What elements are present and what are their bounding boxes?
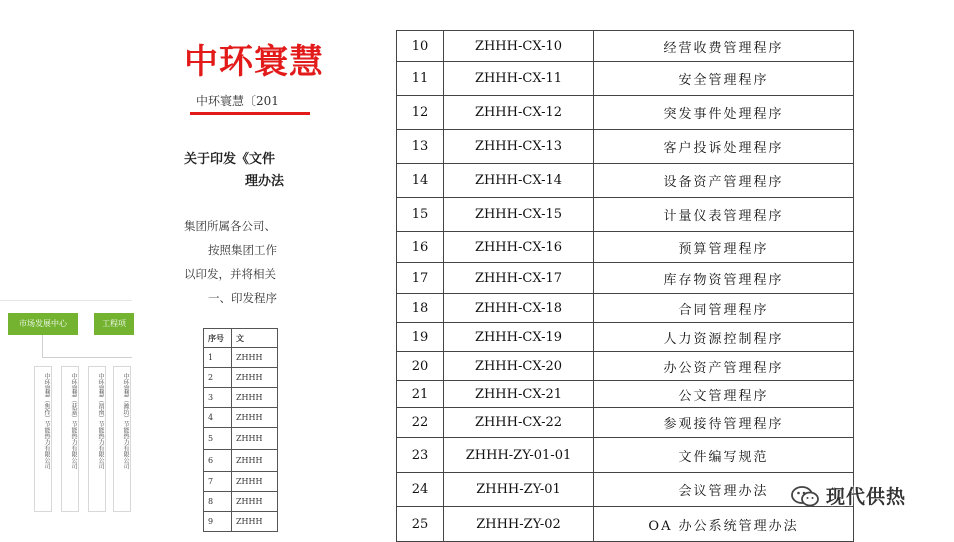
- document-list-table: [396, 30, 854, 542]
- connector-line: [42, 335, 43, 357]
- document-code: ZHHH-CX-12: [444, 96, 594, 130]
- table-row: [397, 381, 854, 408]
- document-name: 文件编写规范: [594, 438, 854, 473]
- paragraph: 集团所属各公司、: [184, 219, 276, 233]
- row-number: 18: [397, 294, 444, 323]
- org-card-weifang: 中环寰慧（潍坊）节能热力有限公司: [113, 366, 131, 512]
- document-name: 会议管理办法: [594, 473, 854, 507]
- mini-row-code: ZHHH: [231, 408, 277, 428]
- document-name: 预算管理程序: [594, 232, 854, 263]
- connector-line: [42, 357, 132, 358]
- document-title-line2: 理办法: [245, 174, 285, 189]
- document-name: 办公资产管理程序: [594, 352, 854, 381]
- row-number: 24: [397, 473, 444, 507]
- watermark-text: 现代供热: [826, 486, 907, 508]
- red-header: 中环寰慧: [184, 42, 324, 82]
- table-row: [397, 130, 854, 164]
- table-row: [397, 473, 854, 507]
- table-row: [397, 31, 854, 62]
- document-number: 中环寰慧〔201: [196, 94, 279, 108]
- mini-row-code: ZHHH: [231, 368, 277, 388]
- row-number: 20: [397, 352, 444, 381]
- document-code: ZHHH-CX-11: [444, 62, 594, 96]
- org-card-weinan: 中环寰慧（渭南）节能热力有限公司: [88, 366, 106, 512]
- document-code: ZHHH-CX-19: [444, 323, 594, 352]
- mini-table-row: [204, 512, 278, 532]
- mini-table-row: [204, 368, 278, 388]
- document-name: 计量仪表管理程序: [594, 198, 854, 232]
- table-row: [397, 352, 854, 381]
- row-number: 21: [397, 381, 444, 408]
- mini-row-number: 8: [204, 492, 232, 512]
- document-code: ZHHH-CX-21: [444, 381, 594, 408]
- table-row: [397, 408, 854, 438]
- mini-row-number: 5: [204, 428, 232, 450]
- row-number: 10: [397, 31, 444, 62]
- mini-row-code: ZHHH: [231, 492, 277, 512]
- row-number: 12: [397, 96, 444, 130]
- document-name: 库存物资管理程序: [594, 263, 854, 294]
- mini-table-row: [204, 408, 278, 428]
- divider: [0, 300, 132, 301]
- document-name: 合同管理程序: [594, 294, 854, 323]
- row-number: 16: [397, 232, 444, 263]
- watermark: [790, 482, 906, 509]
- document-name: 人力资源控制程序: [594, 323, 854, 352]
- org-card-jiaozuo: 中环寰慧（焦作）节能热力有限公司: [34, 366, 52, 512]
- document-name: OA 办公系统管理办法: [594, 507, 854, 542]
- mini-table-row: [204, 450, 278, 472]
- document-code: ZHHH-ZY-02: [444, 507, 594, 542]
- table-row: [397, 323, 854, 352]
- table-row: [397, 96, 854, 130]
- mini-row-number: 1: [204, 348, 232, 368]
- mini-row-code: ZHHH: [231, 512, 277, 532]
- paragraph: 以印发，并将相关: [184, 267, 276, 281]
- mini-row-number: 7: [204, 472, 232, 492]
- document-name: 安全管理程序: [594, 62, 854, 96]
- document-code: ZHHH-CX-10: [444, 31, 594, 62]
- document-name: 突发事件处理程序: [594, 96, 854, 130]
- document-code: ZHHH-CX-17: [444, 263, 594, 294]
- row-number: 11: [397, 62, 444, 96]
- table-row: [397, 438, 854, 473]
- table-row: [397, 164, 854, 198]
- document-code: ZHHH-CX-15: [444, 198, 594, 232]
- wechat-icon: [790, 484, 820, 508]
- table-row: [397, 62, 854, 96]
- org-chart-fragment: [0, 290, 134, 520]
- document-code: ZHHH-CX-16: [444, 232, 594, 263]
- mini-table-row: [204, 388, 278, 408]
- table-row: [397, 263, 854, 294]
- mini-row-code: ZHHH: [231, 388, 277, 408]
- mini-header-no: 序号: [204, 329, 232, 348]
- mini-table: [203, 328, 278, 532]
- row-number: 14: [397, 164, 444, 198]
- document-name: 参观接待管理程序: [594, 408, 854, 438]
- document-code: ZHHH-CX-22: [444, 408, 594, 438]
- document-code: ZHHH-CX-18: [444, 294, 594, 323]
- mini-row-code: ZHHH: [231, 428, 277, 450]
- table-row: [397, 198, 854, 232]
- table-row: [397, 507, 854, 542]
- document-name: 经营收费管理程序: [594, 31, 854, 62]
- row-number: 23: [397, 438, 444, 473]
- row-number: 17: [397, 263, 444, 294]
- mini-row-code: ZHHH: [231, 450, 277, 472]
- mini-header-doc: 文: [231, 329, 277, 348]
- document-page: [150, 0, 324, 541]
- org-node-engineering: 工程项: [94, 313, 134, 335]
- table-row: [397, 232, 854, 263]
- document-code: ZHHH-ZY-01-01: [444, 438, 594, 473]
- mini-row-number: 9: [204, 512, 232, 532]
- org-card-huojia: 中环寰慧（获嘉）节能热力有限公司: [61, 366, 79, 512]
- document-name: 设备资产管理程序: [594, 164, 854, 198]
- document-code: ZHHH-CX-20: [444, 352, 594, 381]
- row-number: 15: [397, 198, 444, 232]
- row-number: 13: [397, 130, 444, 164]
- document-code: ZHHH-CX-14: [444, 164, 594, 198]
- document-code: ZHHH-ZY-01: [444, 473, 594, 507]
- row-number: 19: [397, 323, 444, 352]
- mini-table-row: [204, 428, 278, 450]
- mini-row-code: ZHHH: [231, 348, 277, 368]
- row-number: 25: [397, 507, 444, 542]
- red-divider: [190, 112, 310, 115]
- paragraph: 按照集团工作: [208, 243, 277, 257]
- mini-row-number: 6: [204, 450, 232, 472]
- mini-row-number: 3: [204, 388, 232, 408]
- mini-row-code: ZHHH: [231, 472, 277, 492]
- mini-table-row: [204, 472, 278, 492]
- table-row: [397, 294, 854, 323]
- mini-table-row: [204, 492, 278, 512]
- document-name: 客户投诉处理程序: [594, 130, 854, 164]
- mini-row-number: 4: [204, 408, 232, 428]
- mini-table-row: [204, 348, 278, 368]
- mini-row-number: 2: [204, 368, 232, 388]
- document-name: 公文管理程序: [594, 381, 854, 408]
- document-title-line1: 关于印发《文件: [184, 152, 276, 167]
- org-node-market: 市场发展中心: [8, 313, 78, 335]
- row-number: 22: [397, 408, 444, 438]
- document-code: ZHHH-CX-13: [444, 130, 594, 164]
- paragraph: 一、印发程序: [208, 291, 277, 305]
